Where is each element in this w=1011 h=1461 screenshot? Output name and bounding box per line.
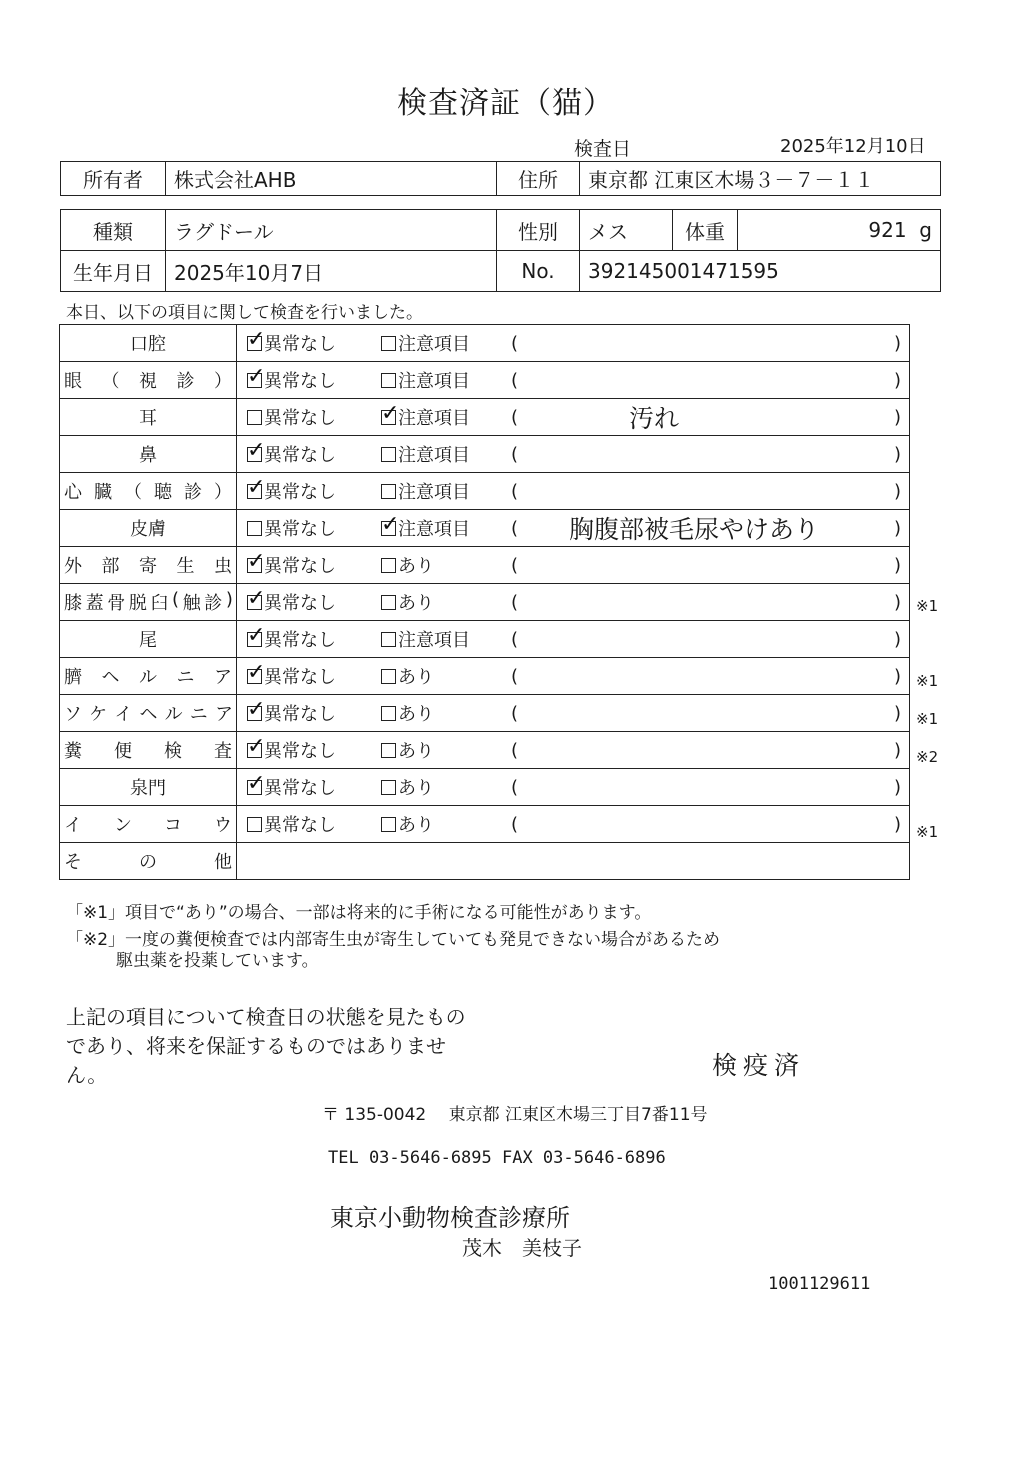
inspection-row: [60, 362, 910, 399]
option-label: 異常なし: [264, 778, 336, 799]
inspection-label-cell: [60, 473, 237, 510]
option-label: 異常なし: [264, 593, 336, 614]
checkbox[interactable]: [247, 548, 266, 574]
intro-text: 本日、以下の項目に関して検査を行いました。: [66, 303, 423, 323]
checkbox[interactable]: [381, 632, 396, 647]
inspection-label: ソ ケ イ ヘ ル ニ ア: [64, 704, 232, 725]
footnote-mark: ※1: [916, 597, 939, 616]
inspection-label-cell: [60, 732, 237, 769]
paren-open: (: [511, 332, 519, 354]
paren-open: (: [511, 739, 519, 761]
no-label: No.: [497, 251, 580, 292]
inspection-row: [60, 325, 910, 362]
document-title: 検査済証（猫）: [397, 86, 614, 121]
inspection-result-cell: [237, 658, 910, 695]
inspection-label-cell: [60, 362, 237, 399]
checkbox[interactable]: [247, 696, 266, 722]
owner-label: 所有者: [61, 162, 166, 196]
inspection-label-cell: [60, 584, 237, 621]
checkbox[interactable]: [381, 558, 396, 573]
option-label: 注意項目: [398, 482, 470, 503]
inspection-label: 外 部 寄 生 虫: [64, 556, 232, 577]
option-label: 注意項目: [398, 445, 470, 466]
check-mark-icon: ✓: [247, 622, 266, 648]
option-label: 異常なし: [264, 334, 336, 355]
check-mark-icon: ✓: [247, 659, 266, 685]
checkbox[interactable]: [247, 363, 266, 389]
footnote-mark: ※1: [916, 672, 939, 691]
footnote-1: 「※1」項目で“あり”の場合、一部は将来的に手術になる可能性があります。: [66, 903, 652, 923]
option-label: 注意項目: [398, 371, 470, 392]
option-attention[interactable]: [371, 584, 434, 620]
paren-close: ): [893, 628, 901, 650]
footnote-mark: ※2: [916, 747, 939, 766]
checkbox[interactable]: [381, 373, 396, 388]
inspection-row: [60, 547, 910, 584]
check-mark-icon: ✓: [381, 511, 400, 537]
checkbox[interactable]: [381, 817, 396, 832]
other-label-cell: [60, 843, 237, 880]
option-label: 異常なし: [264, 667, 336, 688]
option-normal[interactable]: [237, 658, 336, 694]
paren-close: ): [893, 739, 901, 761]
option-label: 異常なし: [264, 371, 336, 392]
paren-open: (: [511, 591, 519, 613]
paren-close: ): [893, 702, 901, 724]
handwritten-note: 汚れ: [629, 404, 680, 433]
checkbox[interactable]: [381, 780, 396, 795]
check-mark-icon: ✓: [247, 474, 266, 500]
option-normal[interactable]: [237, 621, 336, 657]
weight-value: 921: [868, 218, 907, 242]
paren-open: (: [511, 665, 519, 687]
paren-close: ): [893, 517, 901, 539]
option-label: あり: [398, 741, 434, 762]
paren-close: ): [893, 591, 901, 613]
check-mark-icon: ✓: [247, 585, 266, 611]
checkbox[interactable]: [247, 326, 266, 352]
inspection-label: 口腔: [130, 334, 166, 355]
inspection-result-cell: [237, 325, 910, 362]
weight-cell: [738, 210, 941, 251]
option-attention[interactable]: [371, 621, 470, 657]
inspection-result-cell: [237, 547, 910, 584]
inspection-label: 心 臓 （ 聴 診 ）: [64, 482, 232, 503]
inspection-label-cell: [60, 436, 237, 473]
option-label: 注意項目: [398, 630, 470, 651]
inspection-result-cell: [237, 436, 910, 473]
option-attention[interactable]: [371, 769, 434, 805]
checkbox[interactable]: [247, 733, 266, 759]
option-label: 注意項目: [398, 408, 470, 429]
option-attention[interactable]: [371, 473, 470, 509]
footnote-2: 「※2」一度の糞便検査では内部寄生虫が寄生していても発見できない場合があるため: [66, 930, 721, 950]
option-normal[interactable]: [237, 399, 336, 435]
paren-open: (: [511, 554, 519, 576]
inspection-table: [59, 324, 910, 880]
checkbox[interactable]: [381, 743, 396, 758]
weight-unit: g: [919, 218, 932, 242]
inspection-label-cell: [60, 658, 237, 695]
inspection-label-cell: [60, 399, 237, 436]
check-mark-icon: ✓: [247, 548, 266, 574]
option-normal[interactable]: [237, 547, 336, 583]
other-label: そ の 他: [64, 852, 232, 873]
type-label: 種類: [61, 210, 166, 251]
owner-table: [60, 161, 941, 196]
checkbox[interactable]: [247, 521, 262, 536]
option-attention[interactable]: [371, 399, 470, 435]
inspection-result-cell: [237, 621, 910, 658]
option-label: 異常なし: [264, 519, 336, 540]
paren-close: ): [893, 813, 901, 835]
checkbox[interactable]: [381, 336, 396, 351]
inspection-label: 眼 （ 視 診 ）: [64, 371, 232, 392]
checkbox[interactable]: [381, 400, 400, 426]
inspection-result-cell: [237, 695, 910, 732]
other-value-cell[interactable]: [237, 843, 910, 880]
inspection-label: 皮膚: [130, 519, 166, 540]
inspection-label-cell: [60, 806, 237, 843]
document-code: 1001129611: [768, 1274, 871, 1294]
option-normal[interactable]: [237, 436, 336, 472]
inspection-row-other: [60, 843, 910, 880]
footnote-2-cont: 駆虫薬を投薬しています。: [116, 951, 319, 971]
checkbox[interactable]: [247, 410, 262, 425]
paren-close: ): [893, 776, 901, 798]
checkbox[interactable]: [381, 669, 396, 684]
animal-table: [60, 209, 941, 292]
option-normal[interactable]: [237, 325, 336, 361]
paren-open: (: [511, 406, 519, 428]
sex-value: メス: [580, 210, 673, 251]
option-normal[interactable]: [237, 769, 336, 805]
paren-close: ): [893, 554, 901, 576]
inspection-result-cell: [237, 584, 910, 621]
sex-label: 性別: [497, 210, 580, 251]
paren-close: ): [893, 369, 901, 391]
inspection-label: 糞 便 検 査: [64, 741, 232, 762]
inspection-row: [60, 621, 910, 658]
checkbox[interactable]: [247, 474, 266, 500]
paren-open: (: [511, 813, 519, 835]
paren-open: (: [511, 517, 519, 539]
option-attention[interactable]: [371, 547, 434, 583]
paren-open: (: [511, 443, 519, 465]
option-label: 異常なし: [264, 408, 336, 429]
type-value: ラグドール: [166, 210, 497, 251]
option-label: 異常なし: [264, 741, 336, 762]
inspection-row: [60, 732, 910, 769]
paren-open: (: [511, 369, 519, 391]
birth-label: 生年月日: [61, 251, 166, 292]
paren-close: ): [893, 665, 901, 687]
option-normal[interactable]: [237, 510, 336, 546]
check-mark-icon: ✓: [247, 770, 266, 796]
option-label: 異常なし: [264, 704, 336, 725]
footnote-mark: ※1: [916, 710, 939, 728]
inspection-label: 尾: [139, 630, 157, 651]
option-normal[interactable]: [237, 584, 336, 620]
inspection-row: [60, 436, 910, 473]
option-normal[interactable]: [237, 473, 336, 509]
checkbox[interactable]: [247, 437, 266, 463]
inspection-date-value: 2025年12月10日: [780, 136, 926, 157]
inspection-label: イ ン コ ウ: [64, 815, 232, 836]
option-attention[interactable]: [371, 695, 434, 731]
option-attention[interactable]: [371, 325, 470, 361]
option-label: 異常なし: [264, 445, 336, 466]
option-attention[interactable]: [371, 658, 434, 694]
inspection-label-cell: [60, 769, 237, 806]
inspection-label-cell: [60, 510, 237, 547]
option-label: あり: [398, 704, 434, 725]
check-mark-icon: ✓: [247, 326, 266, 352]
paren-open: (: [511, 480, 519, 502]
inspection-date-label: 検査日: [574, 138, 632, 160]
option-label: あり: [398, 667, 434, 688]
option-attention[interactable]: [371, 362, 470, 398]
clinic-name: 東京小動物検査診療所: [330, 1204, 570, 1232]
inspection-result-cell: [237, 362, 910, 399]
check-mark-icon: ✓: [247, 437, 266, 463]
check-mark-icon: ✓: [247, 733, 266, 759]
clinic-phone-fax: TEL 03-5646-6895 FAX 03-5646-6896: [328, 1148, 666, 1168]
checkbox[interactable]: [381, 447, 396, 462]
option-normal[interactable]: [237, 695, 336, 731]
check-mark-icon: ✓: [381, 400, 400, 426]
paren-open: (: [511, 628, 519, 650]
paren-close: ): [893, 406, 901, 428]
owner-value: 株式会社AHB: [166, 162, 497, 196]
checkbox[interactable]: [381, 706, 396, 721]
inspection-label-cell: [60, 695, 237, 732]
weight-label: 体重: [673, 210, 738, 251]
option-label: 異常なし: [264, 482, 336, 503]
inspection-label: 鼻: [139, 445, 157, 466]
paren-close: ): [893, 443, 901, 465]
paren-close: ): [893, 332, 901, 354]
inspection-result-cell: [237, 806, 910, 843]
footnote-mark: ※1: [916, 822, 939, 841]
inspection-row: [60, 399, 910, 436]
paren-open: (: [511, 702, 519, 724]
inspection-result-cell: [237, 473, 910, 510]
option-label: あり: [398, 556, 434, 577]
quarantine-stamp: 検疫済: [712, 1051, 806, 1080]
option-attention[interactable]: [371, 806, 434, 842]
option-label: 注意項目: [398, 519, 470, 540]
option-normal[interactable]: [237, 362, 336, 398]
no-value: 392145001471595: [580, 251, 941, 292]
paren-open: (: [511, 776, 519, 798]
option-normal[interactable]: [237, 732, 336, 768]
option-label: あり: [398, 778, 434, 799]
inspection-result-cell: [237, 769, 910, 806]
option-label: あり: [398, 593, 434, 614]
option-normal[interactable]: [237, 806, 336, 842]
option-label: 異常なし: [264, 815, 336, 836]
checkbox[interactable]: [247, 622, 266, 648]
inspection-row: [60, 806, 910, 843]
address-value: 東京都 江東区木場３－７－１１: [580, 162, 941, 196]
inspection-result-cell: [237, 732, 910, 769]
checkbox[interactable]: [247, 817, 262, 832]
option-attention[interactable]: [371, 732, 434, 768]
inspection-row: [60, 584, 910, 621]
option-label: 異常なし: [264, 630, 336, 651]
option-label: あり: [398, 815, 434, 836]
paren-close: ): [893, 480, 901, 502]
checkbox[interactable]: [381, 484, 396, 499]
checkbox[interactable]: [381, 595, 396, 610]
inspection-label: 膝 蓋 骨 脱 臼 ( 触 診 ): [64, 589, 232, 614]
inspection-label: 臍 ヘ ル ニ ア: [64, 667, 232, 688]
handwritten-note: 胸腹部被毛尿やけあり: [569, 515, 820, 544]
option-label: 注意項目: [398, 334, 470, 355]
inspection-label: 泉門: [130, 778, 166, 799]
inspection-row: [60, 473, 910, 510]
checkbox[interactable]: [247, 770, 266, 796]
inspection-label: 耳: [139, 408, 157, 429]
checkbox[interactable]: [247, 659, 266, 685]
inspection-row: [60, 695, 910, 732]
inspection-label-cell: [60, 325, 237, 362]
option-label: 異常なし: [264, 556, 336, 577]
inspection-result-cell: [237, 399, 910, 436]
check-mark-icon: ✓: [247, 363, 266, 389]
doctor-name: 茂木 美枝子: [462, 1236, 582, 1260]
inspection-row: [60, 769, 910, 806]
inspection-label-cell: [60, 547, 237, 584]
birth-value: 2025年10月7日: [166, 251, 497, 292]
option-attention[interactable]: [371, 436, 470, 472]
inspection-row: [60, 658, 910, 695]
checkbox[interactable]: [381, 511, 400, 537]
address-label: 住所: [497, 162, 580, 196]
inspection-label-cell: [60, 621, 237, 658]
option-attention[interactable]: [371, 510, 470, 546]
check-mark-icon: ✓: [247, 696, 266, 722]
clinic-address: 〒 135-0042 東京都 江東区木場三丁目7番11号: [322, 1105, 708, 1125]
checkbox[interactable]: [247, 585, 266, 611]
inspection-row: [60, 510, 910, 547]
inspection-result-cell: [237, 510, 910, 547]
disclaimer: 上記の項目について検査日の状態を見たものであり、将来を保証するものではありません。: [66, 1005, 466, 1087]
